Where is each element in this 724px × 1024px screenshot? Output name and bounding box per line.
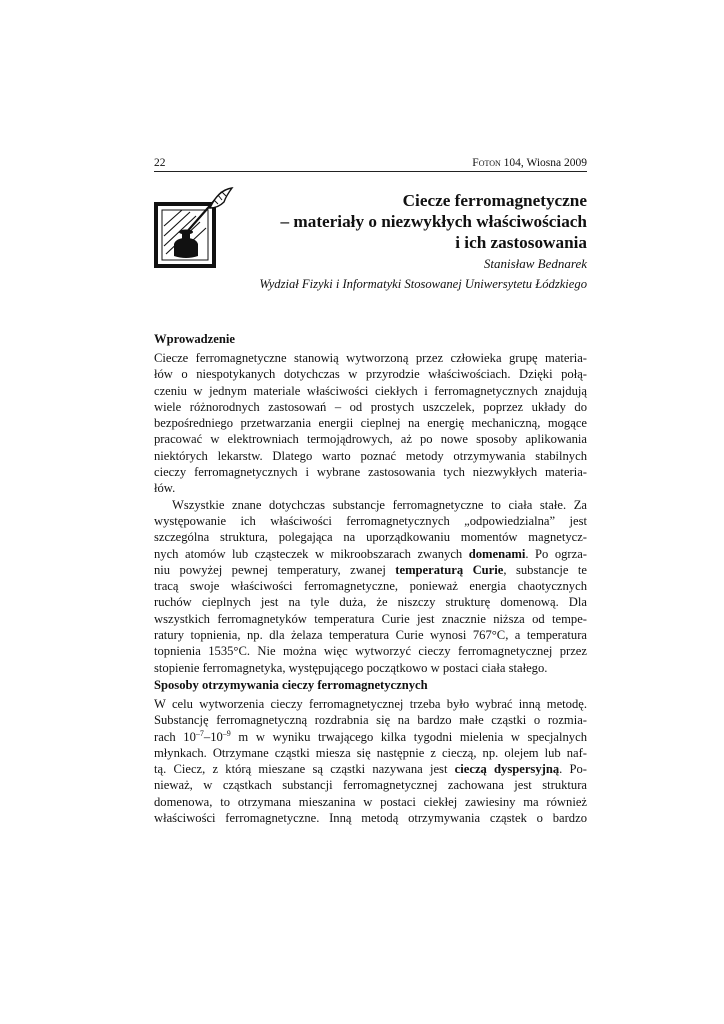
term-domeny: domenami xyxy=(468,546,526,561)
text-line: ratury topnienia, np. dla żelaza temperatura Curie wynosi 767°C, a temperatura xyxy=(154,628,587,643)
intro-section xyxy=(154,331,587,676)
text-line xyxy=(154,729,587,745)
text-line: topnienia 1535°C. Nie można więc wytworzyć cieczy ferromagnetycznej przez xyxy=(154,644,587,659)
text-line: niektórych lekarstw. Dlatego warto poznać metody otrzymywania stabilnych xyxy=(154,448,587,463)
text-line xyxy=(154,761,587,777)
intro-paragraph-2 xyxy=(154,497,587,676)
author-affiliation: Wydział Fizyki i Informatyki Stosowanej Uniwersytetu Łódzkiego xyxy=(259,277,587,291)
text-run: rach 10 xyxy=(154,729,196,744)
text-line: domenowa, to otrzymana mieszanina w postaci ciekłej zawiesiny ma również xyxy=(154,794,587,809)
journal-header xyxy=(472,156,587,170)
text-line: szczególna struktura, polegająca na uporządkowaniu momentów magnetycz- xyxy=(154,530,587,545)
title-line: i ich zastosowania xyxy=(455,233,587,252)
text-line: tracą swoje właściwości ferromagnetyczne, ponieważ energia chaotycznych xyxy=(154,579,587,594)
text-line: łów. xyxy=(154,481,176,496)
text-run: –10 xyxy=(203,729,223,744)
text-line: nieważ, w cząstkach substancji ferromagnetycznej zachowana jest struktura xyxy=(154,778,587,793)
text-line xyxy=(154,562,587,578)
text-line: wiele różnorodnych zastosowań – od prostych uszczelek, poprzez układy do xyxy=(154,399,587,414)
term-curie: temperaturą Curie xyxy=(395,562,504,577)
text-line: stopienie ferromagnetyka, występującego początkowo w postaci ciała stałego. xyxy=(154,660,548,675)
journal-issue: 104, Wiosna 2009 xyxy=(500,157,587,169)
term-ciecz-dyspersyjna: cieczą dyspersyjną xyxy=(454,762,560,777)
text-run: , substancje te xyxy=(503,562,587,577)
header-rule xyxy=(154,171,587,172)
text-line: bezpośredniego przetwarzania energii cieplnej na energię mechaniczną, mogące xyxy=(154,416,587,431)
exponent: –9 xyxy=(222,728,231,738)
text-line: wszystkich ferromagnetyków temperatura Curie jest znacznie niższa od tempe- xyxy=(154,611,587,626)
author-name: Stanisław Bednarek xyxy=(483,256,587,271)
title-line: – materiały o niezwykłych właściwościach xyxy=(280,212,587,231)
text-line: W celu wytworzenia cieczy ferromagnetycznej trzeba było wybrać inną metodę. xyxy=(154,697,587,711)
title-line: Ciecze ferromagnetyczne xyxy=(402,191,587,210)
journal-name: Foton xyxy=(472,157,501,169)
text-line: łów o niespotykanych dotychczas w przyrodzie właściwościach. Dzięki połą- xyxy=(154,367,587,382)
text-run: tą. Ciecz, z którą mieszane są cząstki nazywana jest xyxy=(154,762,455,777)
page-number: 22 xyxy=(154,157,166,169)
text-line: pracować w elektrowniach termojądrowych, aż po nowe sposoby aplikowania xyxy=(154,432,587,447)
intro-heading: Wprowadzenie xyxy=(154,332,235,346)
text-line: Wszystkie znane dotychczas substancje ferromagnetyczne to ciała stałe. Za xyxy=(172,497,587,512)
text-line: cieczy ferromagnetycznych i wybrane zastosowania tych niezwykłych materia- xyxy=(154,465,587,480)
text-line: czeniu w jednym materiale właściwości ciekłych i ferromagnetycznych znajdują xyxy=(154,383,587,398)
text-line: młynkach. Otrzymane cząstki miesza się następnie z cieczą, np. olejem lub naf- xyxy=(154,745,587,760)
methods-paragraph xyxy=(154,696,587,826)
methods-section xyxy=(154,677,587,826)
text-line: występowanie ich właściwości ferromagnetycznych „odpowiedzialna” jest xyxy=(154,513,587,528)
exponent: –7 xyxy=(195,728,204,738)
text-run: niu powyżej pewnej temperatury, zwanej xyxy=(154,562,396,577)
intro-paragraph-1 xyxy=(154,350,587,497)
text-line: właściwości ferromagnetyczne. Inną metodą otrzymywania cząstek o bardzo xyxy=(154,811,587,826)
text-run: m w wyniku trwającego kilka tygodni mielenia w specjalnych xyxy=(230,729,587,744)
text-line xyxy=(154,546,587,562)
text-run: . Po ogrza- xyxy=(525,546,587,561)
article-title xyxy=(187,190,587,253)
methods-heading: Sposoby otrzymywania cieczy ferromagnetycznych xyxy=(154,678,428,692)
text-run: nych atomów lub cząsteczek w mikroobszarach zwanych xyxy=(154,546,469,561)
text-line: ruchów cieplnych jest na tyle duża, że niszczy strukturę domenową. Dla xyxy=(154,595,587,610)
text-line: Substancję ferromagnetyczną rozdrabnia się na bardzo małe cząstki o rozmia- xyxy=(154,713,587,728)
text-line: Ciecze ferromagnetyczne stanowią wytworzoną przez człowieka grupę materia- xyxy=(154,351,587,365)
text-run: . Po- xyxy=(559,762,587,777)
